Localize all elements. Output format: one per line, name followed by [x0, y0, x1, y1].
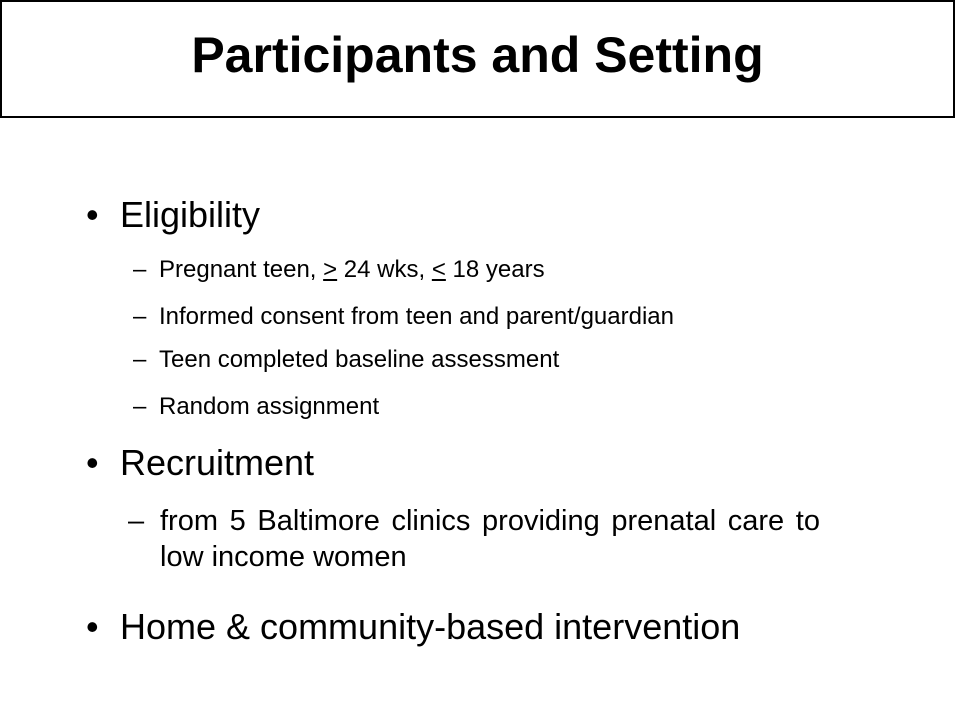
greater-equal-symbol: > — [323, 256, 338, 283]
sub-dash: – — [128, 505, 145, 537]
bullet-label: Eligibility — [120, 194, 261, 235]
sub-dash: – — [133, 393, 147, 420]
sub-item-text: Informed consent from teen and parent/guardian — [159, 303, 674, 330]
slide-title: Participants and Setting — [191, 27, 764, 83]
less-equal-symbol: < — [431, 256, 446, 283]
sub-item-text: Teen completed baseline assessment — [159, 346, 560, 373]
sub-item-text: Pregnant teen, > 24 wks, < 18 years — [159, 256, 545, 283]
bullet-dot: • — [86, 442, 99, 483]
sub-dash: – — [133, 256, 147, 283]
sub-item-text: Random assignment — [159, 393, 380, 420]
bullet-dot: • — [86, 606, 99, 647]
bullet-label: Home & community-based intervention — [120, 606, 741, 647]
bullet-label: Recruitment — [120, 442, 315, 483]
sub-dash: – — [133, 303, 147, 330]
sub-dash: – — [133, 346, 147, 373]
sub-item-text: from 5 Baltimore clinics providing prenatal care to low income women — [160, 505, 820, 573]
bullet-dot: • — [86, 194, 99, 235]
title-box — [0, 0, 955, 118]
